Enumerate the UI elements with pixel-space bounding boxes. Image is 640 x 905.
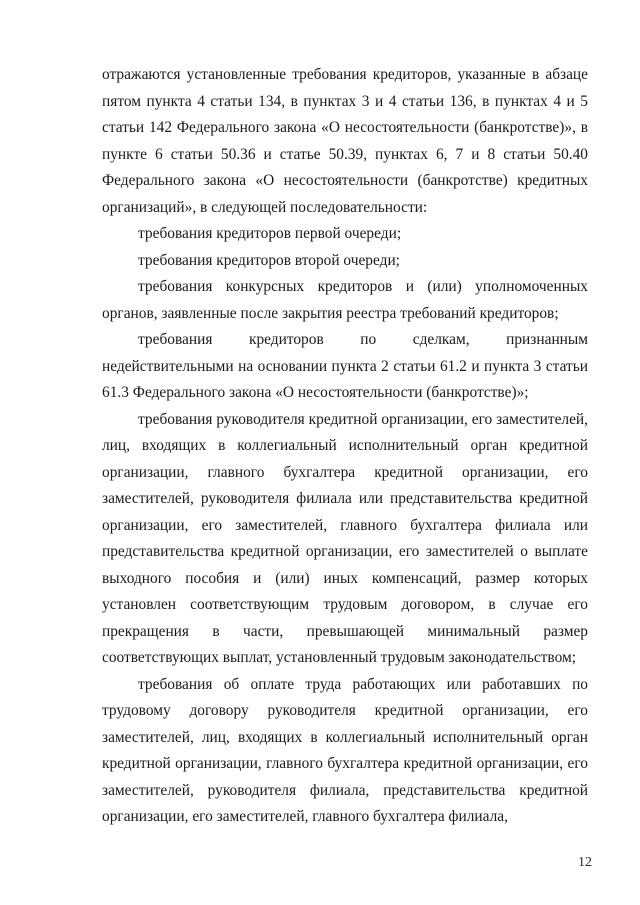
- paragraph-invalid-transactions: требования кредиторов по сделкам, признанным недействительными на основании пункта 2 статьи 61.2 и пункта 3 статьи 61.3 Федерального закона «О несостоятельности (банкротстве)»;: [102, 331, 588, 401]
- paragraph-bankruptcy-creditors: требования конкурсных кредиторов и (или) уполномоченных органов, заявленные после закрытия реестра требований кредиторов;: [102, 278, 588, 322]
- body-text: [102, 62, 588, 831]
- paragraph-labor-payment: требования об оплате труда работающих или работавших по трудовому договору руководителя кредитной организации, его заместителей, лиц, входящих в коллегиальный исполнительный орган кредитной организации, главного бухгалтера кредитной организации, его заместителей, руководителя филиала, представительства кредитной организации, его заместителей, главного бухгалтера филиала,: [102, 675, 588, 825]
- page-number: 12: [578, 855, 592, 870]
- paragraph-continuation: отражаются установленные требования кредиторов, указанные в абзаце пятом пункта 4 статьи 134, в пунктах 3 и 4 статьи 136, в пунктах 4 и 5 статьи 142 Федерального закона «О несостоятельности (банкротстве)», в пункте 6 статьи 50.36 и статье 50.39, пунктах 6, 7 и 8 статьи 50.40 Федерального закона «О несостоятельности (банкротстве) кредитных организаций», в следующей последовательности:: [102, 66, 588, 216]
- paragraph-second-priority: требования кредиторов второй очереди;: [138, 251, 400, 269]
- paragraph-first-priority: требования кредиторов первой очереди;: [138, 225, 402, 242]
- paragraph-management-compensation: требования руководителя кредитной организации, его заместителей, лиц, входящих в коллегиальный исполнительный орган кредитной организации, главного бухгалтера кредитной организации, его заместителей, руководителя филиала или представительства кредитной организации, его заместителей, главного бухгалтера филиала или представительства кредитной организации, его заместителей о выплате выходного пособия и (или) иных компенсаций, размер которых установлен соответствующим трудовым договором, в случае его прекращения в части, превышающей минимальный размер соответствующих выплат, установленный трудовым законодательством;: [102, 410, 588, 666]
